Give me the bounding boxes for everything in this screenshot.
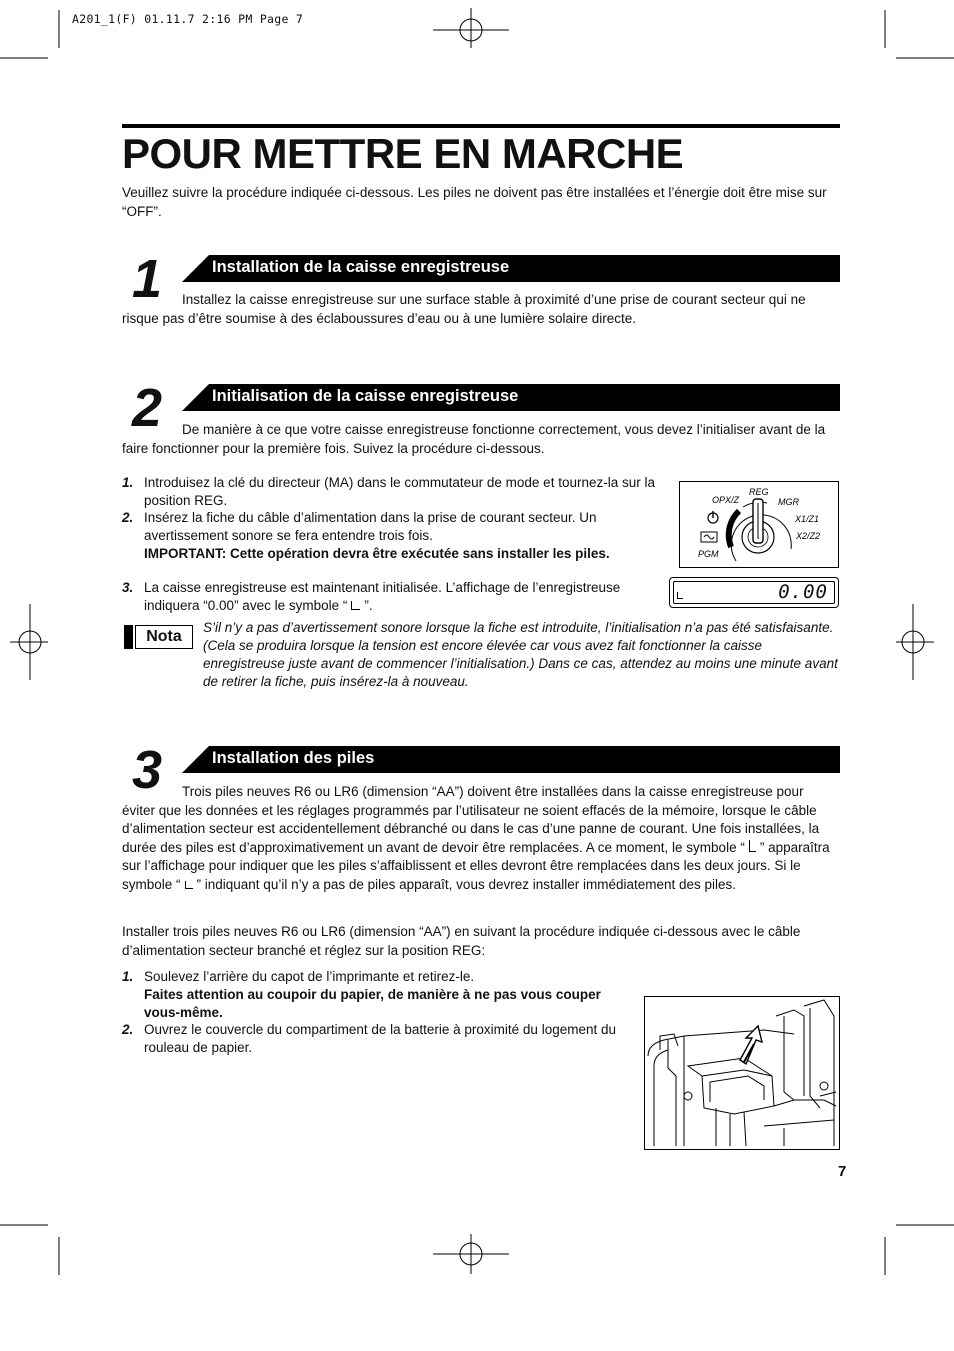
- nota-badge: [124, 625, 192, 649]
- register-display: [669, 577, 839, 608]
- list-item: 1. Introduisez la clé du directeur (MA) dans le commutateur de mode et tournez-la sur la position REG.: [122, 475, 655, 508]
- mode-switch-illustration: [679, 481, 839, 568]
- step-2-body: De manière à ce que votre caisse enregistreuse fonctionne correctement, vous devez l’initialiser avant de la faire fonctionner pour la première fois. Suivez la procédure ci-dessous.: [122, 422, 826, 456]
- page-title: POUR METTRE EN MARCHE: [122, 130, 684, 177]
- step-heading-1: Installation de la caisse enregistreuse: [212, 258, 510, 276]
- step-number-2: 2: [132, 378, 163, 438]
- nota-text: S’il n’y a pas d’avertissement sonore lorsque la fiche est introduite, l’initialisation n’a pas été satisfaisante. (Cela se produira lorsque la tension est encore élevée car vous avez fait fonctionner la caisse enregistreuse juste avant de commencer l’initialisation.) Dans ce cas, attendez au moins une minute avant de retirer la fiche, puis insérez-la à nouveau.: [203, 620, 838, 689]
- warning-text: Faites attention au coupoir du papier, de manière à ne pas vous couper vous-même.: [144, 987, 601, 1020]
- step-heading-bar-2: [182, 384, 840, 411]
- heading-wedge: [182, 255, 209, 282]
- step-1-body: Installez la caisse enregistreuse sur une surface stable à proximité d’une prise de courant secteur qui ne risque pas d’être soumise à des éclaboussures d’eau ou à une lumière solaire directe.: [122, 292, 806, 326]
- opxz-label: OPX/Z: [712, 495, 740, 505]
- heading-wedge: [182, 746, 209, 773]
- step-3-body: Trois piles neuves R6 ou LR6 (dimension “AA”) doivent être installées dans la caisse enregistreuse pour éviter que les données et les réglages programmés par l’utilisateur ne soient effacés de la mémoire, lorsque le câble d’alimentation secteur est accidentellement débranché ou dans le cas d’une panne de courant. Une fois installées, la durée des piles est d’approximativement un avant de devoir être remplacées. A ce moment, le symbole “ ” apparaîtra sur l’affichage pour indiquer que les piles s’affaiblissent et elles devront être remplacées dans les deux jours. Si le symbole “ ” indiquant qu’il n’y a pas de piles apparaît, vous devrez installer immédiatement des piles.: [122, 784, 830, 892]
- step-heading-bar-3: [182, 746, 840, 773]
- title-rule: [122, 124, 840, 128]
- display-value: 0.00: [778, 581, 828, 603]
- page-number: 7: [838, 1163, 847, 1180]
- step-heading-3: Installation des piles: [212, 749, 375, 767]
- reg-label: REG: [749, 487, 769, 497]
- pgm-label: PGM: [698, 549, 719, 559]
- x2z2-label: X2/Z2: [796, 531, 821, 541]
- list-item: 1. Soulevez l’arrière du capot de l’imprimante et retirez-le. Faites attention au coupoir du papier, de manière à ne pas vous couper vous-même.: [122, 969, 601, 1020]
- step-heading-bar-1: [182, 255, 840, 282]
- nota-label: Nota: [135, 625, 193, 649]
- print-slug: A201_1(F) 01.11.7 2:16 PM Page 7: [72, 12, 304, 26]
- list-item: 2. Ouvrez le couvercle du compartiment de la batterie à proximité du logement du rouleau de papier.: [122, 1022, 616, 1055]
- printer-cover-illustration: [644, 996, 840, 1150]
- low-battery-symbol-icon: [749, 840, 756, 852]
- mgr-label: MGR: [778, 497, 799, 507]
- step-3-paragraph-2: Installer trois piles neuves R6 ou LR6 (dimension “AA”) en suivant la procédure indiquée ci-dessous avec le câble d’alimentation secteur branché et réglez sur la position REG:: [122, 924, 801, 958]
- step-number-3: 3: [132, 740, 163, 800]
- list-item: 3. La caisse enregistreuse est maintenant initialisée. L’affichage de l’enregistreuse indiquera “0.00” avec le symbole “ ”.: [122, 580, 621, 613]
- no-battery-symbol-icon: [185, 881, 193, 889]
- intro-paragraph: Veuillez suivre la procédure indiquée ci-dessous. Les piles ne doivent pas être installées et l’énergie doit être mise sur “OFF”.: [122, 185, 827, 219]
- low-battery-symbol-icon: [351, 601, 360, 610]
- step-number-1: 1: [132, 249, 163, 309]
- step-heading-2: Initialisation de la caisse enregistreuse: [212, 387, 519, 405]
- list-item: 2. Insérez la fiche du câble d’alimentation dans la prise de courant secteur. Un avertissement sonore se fera entendre trois fois. IMPORTANT: Cette opération devra être exécutée sans installer les piles.: [122, 510, 610, 561]
- display-symbol-icon: [677, 592, 683, 599]
- x1z1-label: X1/Z1: [795, 514, 820, 524]
- heading-wedge: [182, 384, 209, 411]
- important-text: IMPORTANT: Cette opération devra être exécutée sans installer les piles.: [144, 546, 610, 561]
